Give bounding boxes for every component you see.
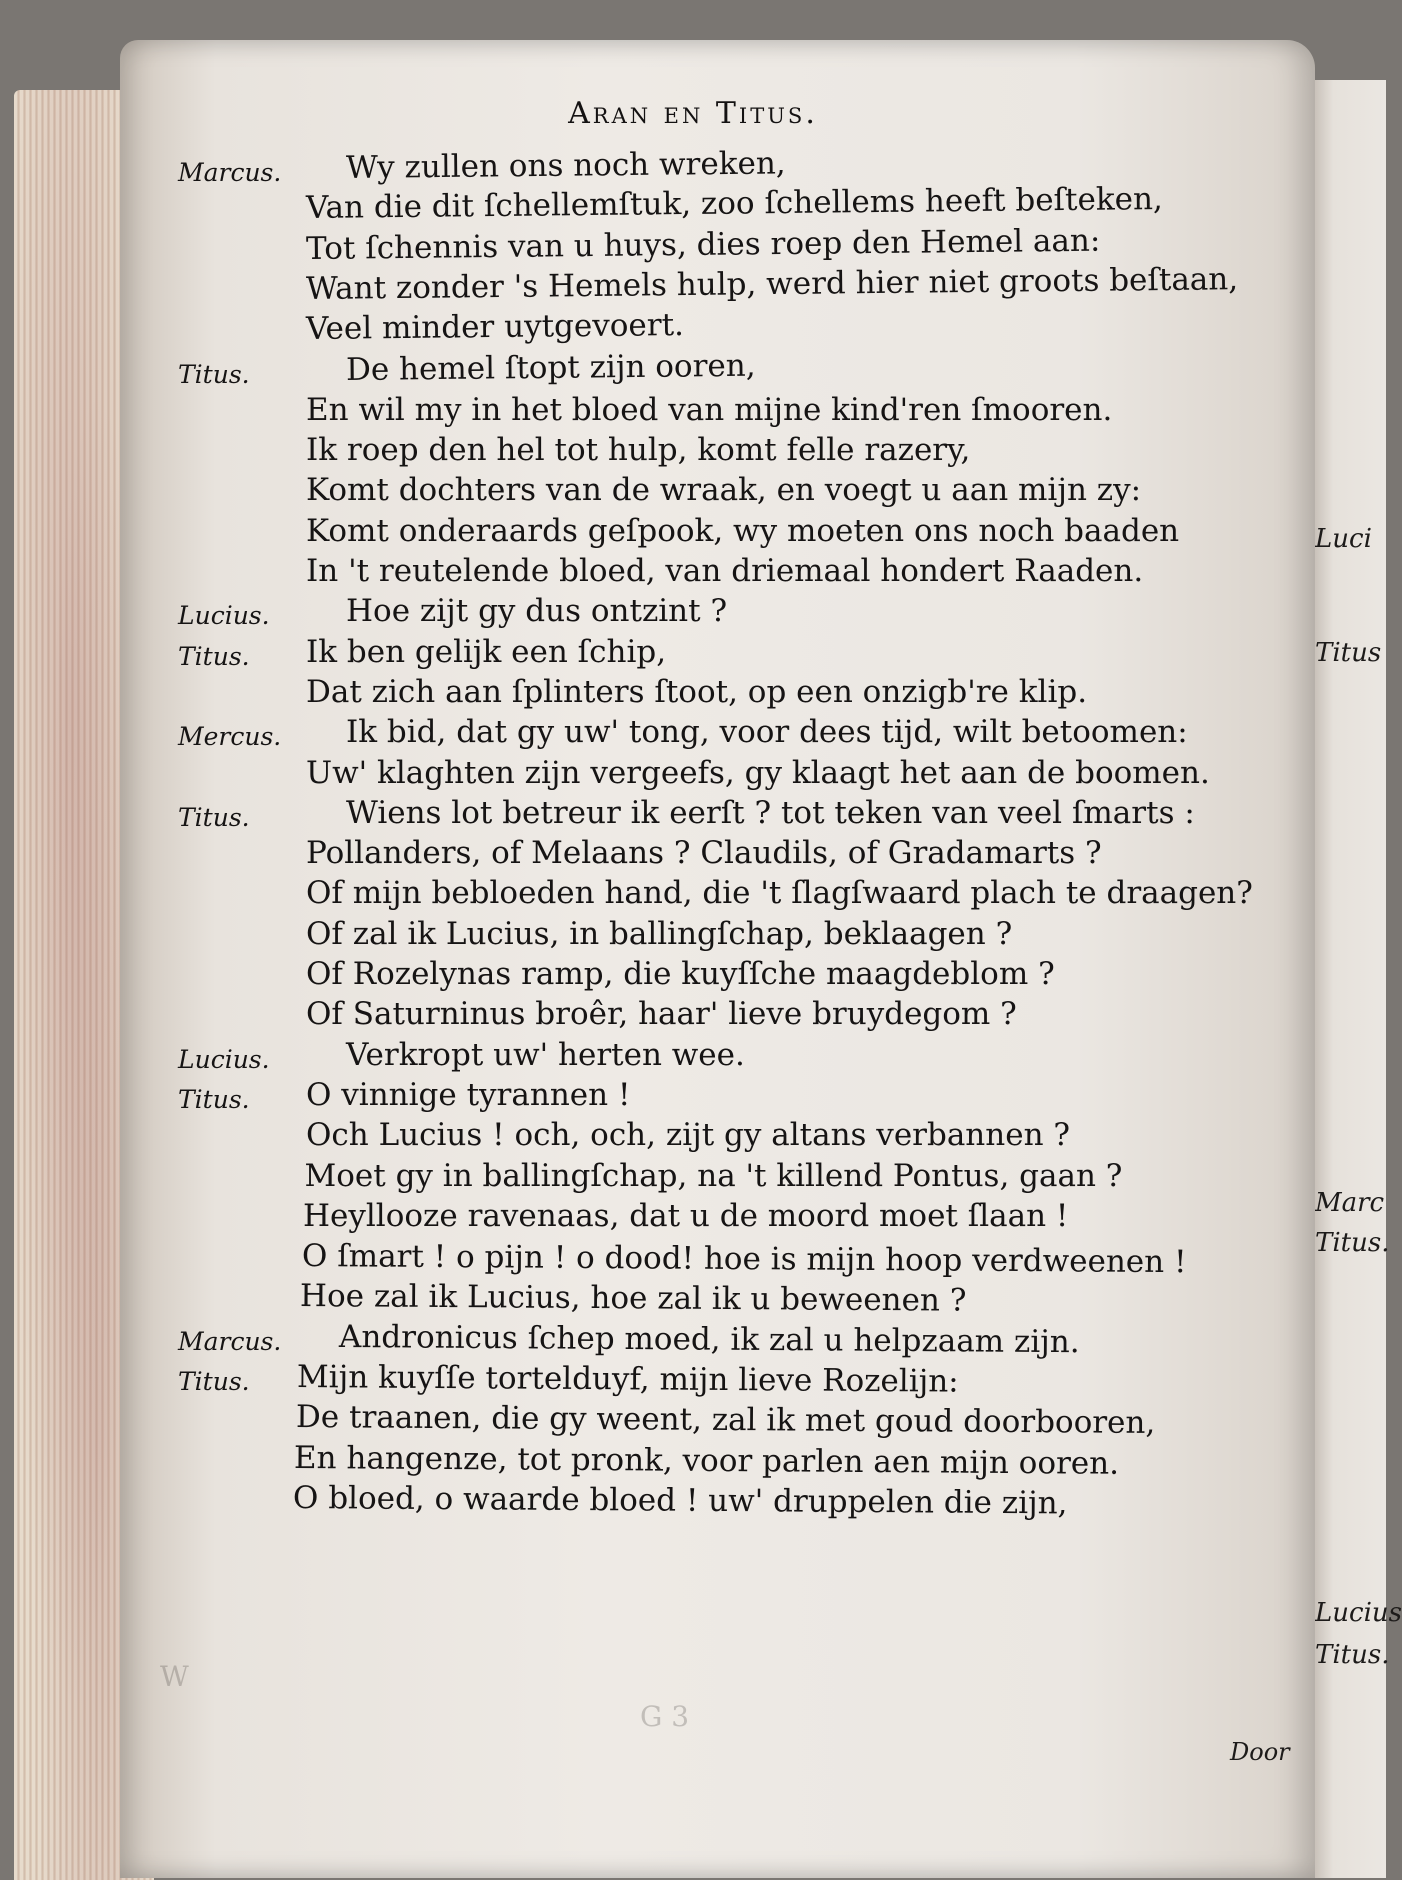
verse-line: Wy zullen ons noch wreken, <box>345 145 786 186</box>
next-page-fragment: Titus <box>1315 638 1382 668</box>
verse-line: Verkropt uw' herten wee. <box>346 1036 745 1073</box>
verse-line: Moet gy in ballingſchap, na 't killend Pontus, gaan ? <box>304 1157 1123 1194</box>
speaker-label: Titus. <box>178 1084 250 1114</box>
verse-line: Uw' klaghten zijn vergeefs, gy klaagt het aan de boomen. <box>306 754 1210 791</box>
verse-line: Want zonder 's Hemels hulp, werd hier niet groots beſtaan, <box>305 261 1239 307</box>
verse-line: Heyllooze ravenaas, dat u de moord moet ſlaan ! <box>303 1197 1069 1234</box>
verse-line: Hoe zal ik Lucius, hoe zal ik u beweenen ? <box>299 1278 967 1320</box>
speaker-label: Lucius. <box>178 1044 270 1074</box>
verse-line: Och Lucius ! och, och, zijt gy altans verbannen ? <box>306 1117 1071 1154</box>
verse-line: Ik ben gelijk een ſchip, <box>306 633 667 670</box>
verse-line: O bloed, o waarde bloed ! uw' druppelen die zijn, <box>292 1479 1068 1522</box>
verse-line: Komt onderaards geſpook, wy moeten ons noch baaden <box>306 512 1180 549</box>
signature-mark: G 3 <box>640 1700 690 1733</box>
verse-line: Andronicus ſchep moed, ik zal u helpzaam zijn. <box>338 1318 1080 1360</box>
next-page-fragment: Titus. <box>1315 1228 1390 1258</box>
speaker-label: Marcus. <box>178 158 282 187</box>
verse-line: Van die dit ſchellemſtuk, zoo ſchellems heeft beſteken, <box>305 181 1163 227</box>
verse-line: Tot ſchennis van u huys, dies roep den Hemel aan: <box>305 222 1101 267</box>
verse-line: O vinnige tyrannen ! <box>306 1076 631 1113</box>
verse-line: O ſmart ! o pijn ! o dood! hoe is mijn hoop verdweenen ! <box>301 1238 1187 1281</box>
verse-line: Veel minder uytgevoert. <box>305 307 685 348</box>
next-page-fragment: Luci <box>1315 524 1372 554</box>
verse-line: De traanen, die gy weent, zal ik met goud doorbooren, <box>295 1399 1155 1442</box>
speaker-label: Lucius. <box>178 601 270 631</box>
speaker-label: Titus. <box>178 641 250 671</box>
verse-line: Wiens lot betreur ik eerſt ? tot teken van veel ſmarts : <box>346 794 1195 831</box>
speaker-label: Marcus. <box>178 1326 282 1356</box>
verse-line: Komt dochters van de wraak, en voegt u aan mijn zy: <box>306 472 1142 509</box>
verse-line: Hoe zijt gy dus ontzint ? <box>346 593 728 630</box>
speaker-label: Titus. <box>178 802 250 832</box>
verse-line: De hemel ſtopt zijn ooren, <box>345 347 756 388</box>
verse-line: In 't reutelende bloed, van driemaal hondert Raaden. <box>306 553 1144 589</box>
verse-line: En hangenze, tot pronk, voor parlen aen mijn ooren. <box>293 1439 1120 1482</box>
speaker-label: Mercus. <box>178 722 282 752</box>
verse-line: Ik bid, dat gy uw' tong, voor dees tijd, wilt betoomen: <box>346 714 1188 751</box>
next-page-fragment: Lucius <box>1315 1598 1402 1628</box>
running-head: Aran en Titus. <box>568 96 818 131</box>
next-page-fragment: Marc <box>1315 1188 1385 1218</box>
verse-line: Dat zich aan ſplinters ſtoot, op een onzigb're klip. <box>306 673 1088 710</box>
verse-line: Ik roep den hel tot hulp, komt felle razery, <box>306 432 971 469</box>
verse-line: Mijn kuyſſe tortelduyf, mijn lieve Rozelijn: <box>296 1359 959 1400</box>
verse-line: Of mijn bebloeden hand, die 't ſlagſwaard plach te draagen? <box>306 875 1253 912</box>
catchword: Door <box>1230 1738 1290 1766</box>
verse-line: En wil my in het bloed van mijne kind'ren ſmooren. <box>306 391 1113 428</box>
next-page <box>1305 80 1402 1878</box>
speaker-label: Titus. <box>178 1367 250 1396</box>
next-page-fragment: Titus. <box>1315 1640 1390 1670</box>
signature-bleed-left: W <box>160 1660 189 1693</box>
verse-line: Pollanders, of Melaans ? Claudils, of Gradamarts ? <box>306 835 1102 872</box>
speaker-label: Titus. <box>178 359 250 389</box>
verse-line: Of zal ik Lucius, in ballingſchap, beklaagen ? <box>306 915 1013 952</box>
verse-line: Of Rozelynas ramp, die kuyſſche maagdeblom ? <box>306 956 1055 992</box>
verse-line: Of Saturninus broêr, haar' lieve bruydegom ? <box>306 996 1017 1033</box>
